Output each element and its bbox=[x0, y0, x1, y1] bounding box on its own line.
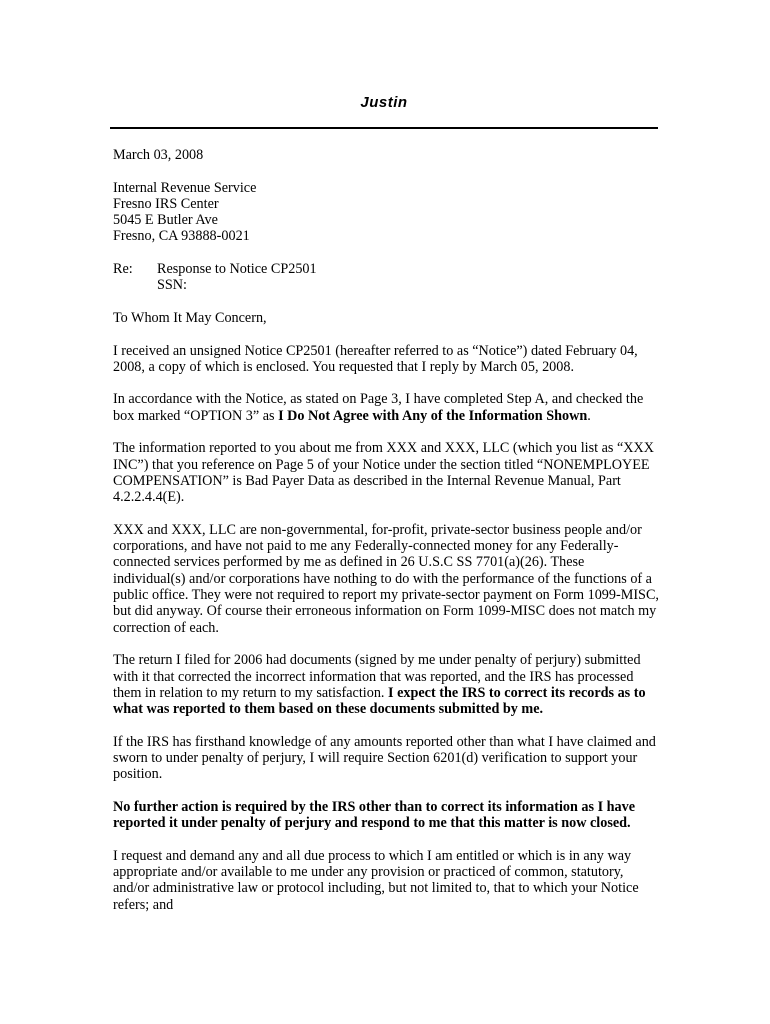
paragraph-2-bold: I Do Not Agree with Any of the Information Shown bbox=[278, 407, 588, 424]
paragraph-5-text: The return I filed for 2006 had documents (signed by me under penalty of perjury) submitted with it that corrected the incorrect information that was reported, and the IRS has processed them in relation to my return to my satisfaction. bbox=[113, 652, 641, 701]
subject-label: Re: bbox=[113, 261, 133, 278]
recipient-line-3: 5045 E Butler Ave bbox=[113, 212, 218, 229]
paragraph-2 bbox=[113, 391, 659, 424]
paragraph-7 bbox=[113, 799, 659, 832]
subject-line-1: Response to Notice CP2501 bbox=[157, 261, 317, 278]
paragraph-4: XXX and XXX, LLC are non-governmental, for-profit, private-sector business people and/or corporations, and have not paid to me any Federally-connected money for any Federally-connected services performed by me as defined in 26 U.S.C SS 7701(a)(26). These individual(s) and/or corporations have nothing to do with the performance of the functions of a public office. They were not required to report my private-sector payment on Form 1099-MISC, but did anyway. Of course their erroneous information on Form 1099-MISC does not match my correction of each. bbox=[113, 521, 659, 636]
letter-date: March 03, 2008 bbox=[113, 147, 204, 163]
paragraph-1: I received an unsigned Notice CP2501 (hereafter referred to as “Notice”) dated February 04, 2008, a copy of which is enclosed. You requested that I reply by March 05, 2008. bbox=[113, 342, 638, 375]
subject-line-2: SSN: bbox=[157, 277, 187, 294]
paragraph-7-bold: No further action is required by the IRS other than to correct its information as I have reported it under penalty of perjury and respond to me that this matter is now closed. bbox=[113, 798, 636, 832]
letterhead-divider bbox=[110, 127, 658, 129]
subject-block bbox=[113, 261, 659, 294]
recipient-line-2: Fresno IRS Center bbox=[113, 195, 219, 212]
recipient-address bbox=[113, 180, 659, 245]
paragraph-3: The information reported to you about me from XXX and XXX, LLC (which you list as “XXX INC”) that you reference on Page 5 of your Notice under the section titled “NONEMPLOYEE COMPENSATION” is Bad Payer Data as described in the Internal Revenue Manual, Part 4.2.2.4.4(E). bbox=[113, 440, 654, 506]
letter-body bbox=[113, 147, 659, 929]
paragraph-6: If the IRS has firsthand knowledge of any amounts reported other than what I have claimed and sworn to under penalty of perjury, I will require Section 6201(d) verification to support your position. bbox=[113, 733, 656, 783]
paragraph-2-text: In accordance with the Notice, as stated on Page 3, I have completed Step A, and checked the box marked “OPTION 3” as bbox=[113, 391, 644, 424]
salutation: To Whom It May Concern, bbox=[113, 309, 267, 326]
paragraph-5 bbox=[113, 652, 659, 717]
recipient-line-4: Fresno, CA 93888-0021 bbox=[113, 228, 250, 245]
paragraph-8: I request and demand any and all due process to which I am entitled or which is in any way appropriate and/or available to me under any provision or practiced of common, statutory, and/or administrative law or protocol including, but not limited to, that to which your Notice refers; and bbox=[113, 847, 639, 913]
subject-lines bbox=[157, 261, 317, 294]
recipient-line-1: Internal Revenue Service bbox=[113, 179, 257, 196]
paragraph-5-bold: I expect the IRS to correct its records as to what was reported to them based on these documents submitted by me. bbox=[113, 684, 646, 718]
paragraph-2-end: . bbox=[587, 407, 591, 424]
letterhead-name: Justin bbox=[360, 94, 408, 111]
